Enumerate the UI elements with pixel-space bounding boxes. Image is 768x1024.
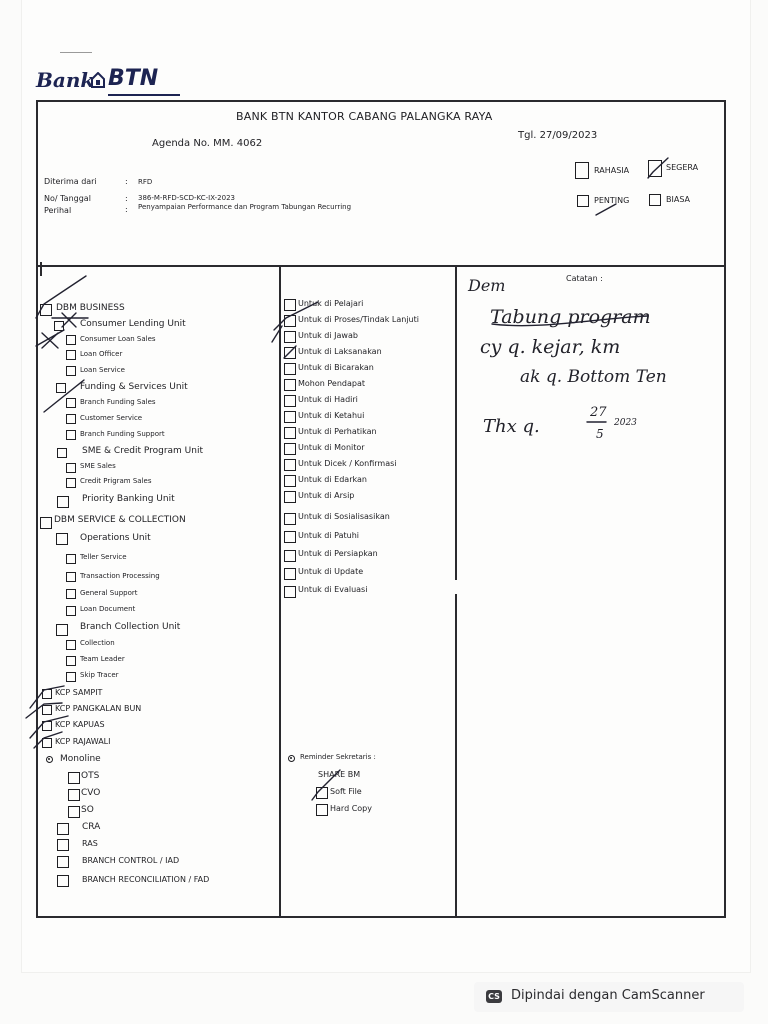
team-leader-label: Team Leader <box>80 655 125 663</box>
handwritten-date-day: 27 <box>590 405 607 420</box>
perihal-value: Penyampaian Performance dan Program Tabungan Recurring <box>138 203 352 211</box>
camscanner-text: Dipindai dengan CamScanner <box>511 988 705 1003</box>
reminder-label: Reminder Sekretaris : <box>300 753 376 761</box>
handwritten-note-line-2: cy q. kejar, km <box>480 336 621 358</box>
logo-btn-text: BTN <box>108 66 159 91</box>
skip-tracer-label: Skip Tracer <box>80 671 119 679</box>
sme-sales-label: SME Sales <box>80 462 116 470</box>
instruction-label-bicarakan: Untuk di Bicarakan <box>298 363 374 372</box>
catatan-label: Catatan : <box>566 274 603 283</box>
perihal-label: Perihal <box>44 206 72 215</box>
instruction-label-perhatikan: Untuk di Perhatikan <box>298 427 377 436</box>
branch-funding-support-label: Branch Funding Support <box>80 430 165 438</box>
instruction-label-laksanakan: Untuk di Laksanakan <box>298 347 382 356</box>
dbm-business-label: DBM BUSINESS <box>56 303 125 313</box>
rahasia-label: RAHASIA <box>594 166 630 175</box>
diterima-label: Diterima dari <box>44 177 97 186</box>
cvo-label: CVO <box>81 788 101 798</box>
consumer-loan-sales-label: Consumer Loan Sales <box>80 335 156 343</box>
loan-document-label: Loan Document <box>80 605 136 613</box>
instruction-label-persiapkan: Untuk di Persiapkan <box>298 549 378 558</box>
instruction-label-ketahui: Untuk di Ketahui <box>298 411 365 420</box>
instruction-label-hadiri: Untuk di Hadiri <box>298 395 358 404</box>
transaction-processing-label: Transaction Processing <box>80 572 160 580</box>
no-tanggal-label: No/ Tanggal <box>44 194 91 203</box>
instruction-label-edarkan: Untuk di Edarkan <box>298 475 367 484</box>
teller-service-label: Teller Service <box>80 553 127 561</box>
branch-reconciliation-label: BRANCH RECONCILIATION / FAD <box>82 875 210 884</box>
handwritten-signoff: Thx q. <box>483 416 540 437</box>
loan-service-label: Loan Service <box>80 366 125 374</box>
penting-label: PENTING <box>594 196 630 205</box>
instruction-label-jawab: Untuk di Jawab <box>298 331 358 340</box>
sme-credit-program-unit-label: SME & Credit Program Unit <box>82 446 203 456</box>
colon: : <box>125 177 128 186</box>
monoline-label: Monoline <box>60 754 101 764</box>
handwritten-note-line-3: ak q. Bottom Ten <box>520 367 667 387</box>
colon: : <box>125 205 128 214</box>
instruction-label-sosialisasikan: Untuk di Sosialisasikan <box>298 512 390 521</box>
handwritten-disposition-to: Dem <box>468 276 506 295</box>
share-bm-label: SHARE BM <box>318 770 361 779</box>
branch-collection-unit-label: Branch Collection Unit <box>80 622 181 632</box>
general-support-label: General Support <box>80 589 138 597</box>
colon: : <box>125 194 128 203</box>
instruction-label-update: Untuk di Update <box>298 567 364 576</box>
instruction-label-pendapat: Mohon Pendapat <box>298 379 366 388</box>
soft-file-label: Soft File <box>330 787 362 796</box>
so-label: SO <box>81 805 94 815</box>
kcp-sampit-label: KCP SAMPIT <box>55 688 103 697</box>
instruction-label-monitor: Untuk di Monitor <box>298 443 365 452</box>
biasa-label: BIASA <box>666 195 691 204</box>
form-title: BANK BTN KANTOR CABANG PALANGKA RAYA <box>236 110 493 123</box>
camscanner-icon: CS <box>486 990 502 1003</box>
instruction-label-proses: Untuk di Proses/Tindak Lanjuti <box>298 315 419 324</box>
handwritten-date-year: 2023 <box>614 418 637 428</box>
diterima-value: RFD <box>138 178 153 186</box>
loan-officer-label: Loan Officer <box>80 350 123 358</box>
instruction-label-konfirmasi: Untuk Dicek / Konfirmasi <box>298 459 397 468</box>
cra-label: CRA <box>82 822 101 832</box>
consumer-lending-unit-label: Consumer Lending Unit <box>80 319 186 329</box>
priority-banking-unit-label: Priority Banking Unit <box>82 494 175 504</box>
ots-label: OTS <box>81 771 100 781</box>
credit-program-sales-label: Credit Prigram Sales <box>80 477 152 485</box>
segera-label: SEGERA <box>666 163 699 172</box>
kcp-kapuas-label: KCP KAPUAS <box>55 720 105 729</box>
kcp-rajawali-label: KCP RAJAWALI <box>55 737 111 746</box>
operations-unit-label: Operations Unit <box>80 533 151 543</box>
no-tanggal-value: 386-M-RFD-SCD-KC-IX-2023 <box>138 194 235 202</box>
customer-service-label: Customer Service <box>80 414 143 422</box>
branch-control-label: BRANCH CONTROL / IAD <box>82 856 180 865</box>
handwritten-date-month: 5 <box>596 427 604 441</box>
kcp-pangkalan-bun-label: KCP PANGKALAN BUN <box>55 704 142 713</box>
instruction-label-evaluasi: Untuk di Evaluasi <box>298 585 368 594</box>
agenda-number: Agenda No. MM. 4062 <box>152 138 263 149</box>
logo-bank-text: Bank <box>36 68 95 92</box>
branch-funding-sales-label: Branch Funding Sales <box>80 398 156 406</box>
instruction-label-pelajari: Untuk di Pelajari <box>298 299 364 308</box>
hard-copy-label: Hard Copy <box>330 804 372 813</box>
handwritten-note-line-1: Tabung program <box>490 306 651 328</box>
instruction-label-arsip: Untuk di Arsip <box>298 491 355 500</box>
instruction-label-patuhi: Untuk di Patuhi <box>298 531 360 540</box>
collection-label: Collection <box>80 639 115 647</box>
form-date: Tgl. 27/09/2023 <box>518 130 598 141</box>
funding-services-unit-label: Funding & Services Unit <box>80 382 188 392</box>
ras-label: RAS <box>82 839 98 848</box>
dbm-service-collection-label: DBM SERVICE & COLLECTION <box>54 515 186 525</box>
